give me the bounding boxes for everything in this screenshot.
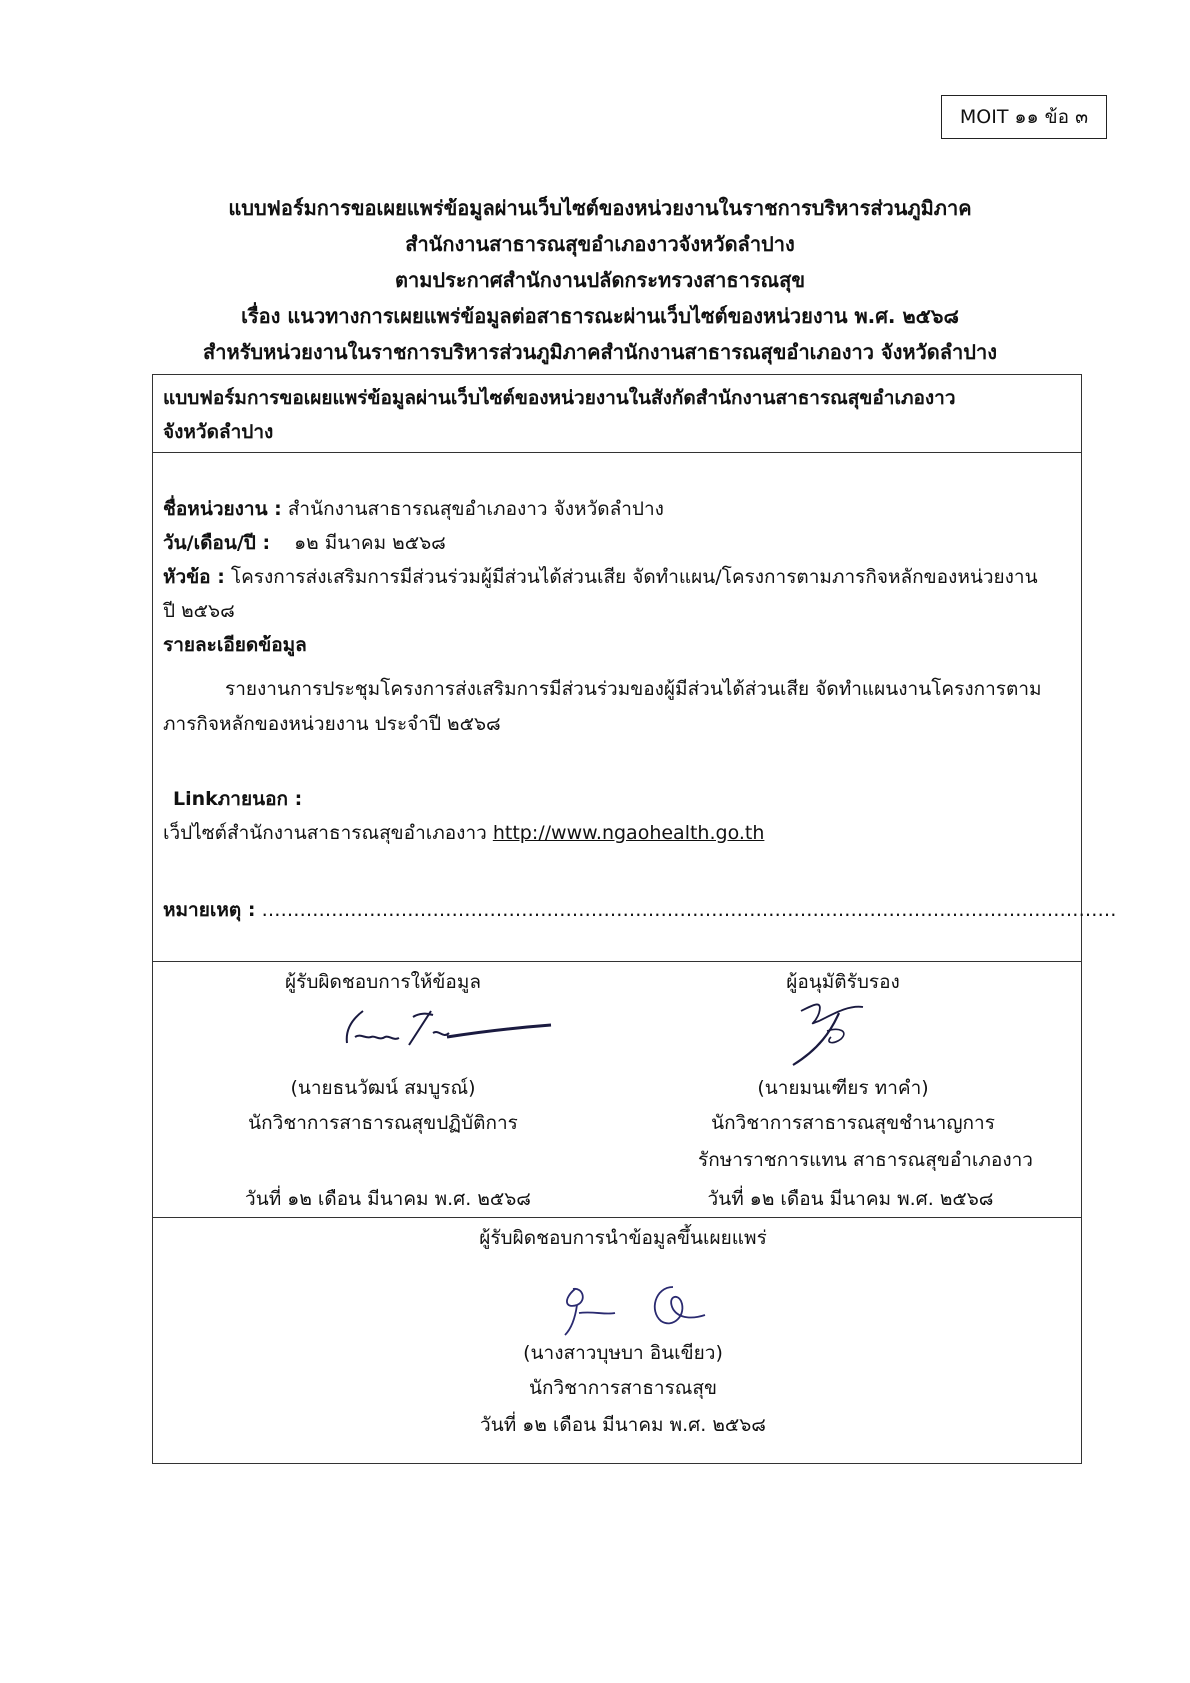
- heading-line-5: สำหรับหน่วยงานในราชการบริหารส่วนภูมิภาคสำนักงานสาธารณสุขอำเภองาว จังหวัดลำปาง: [203, 340, 997, 364]
- detail-label: รายละเอียดข้อมูล: [163, 634, 307, 656]
- bottom-signer-name: (นางสาวบุษบา อินเขียว): [523, 1342, 723, 1364]
- heading-line-3: ตามประกาศสำนักงานปลัดกระทรวงสาธารณสุข: [394, 268, 805, 292]
- link-prefix: เว็ปไซต์สำนักงานสาธารณสุขอำเภองาว: [163, 822, 487, 844]
- date-value: ๑๒ มีนาคม ๒๕๖๘: [294, 532, 446, 554]
- bottom-signer-role: ผู้รับผิดชอบการนำข้อมูลขึ้นเผยแพร่: [479, 1227, 767, 1249]
- bottom-sign-date: วันที่ ๑๒ เดือน มีนาคม พ.ศ. ๒๕๖๘: [480, 1414, 766, 1436]
- right-signer-position: นักวิชาการสาธารณสุขชำนาญการ: [711, 1112, 995, 1134]
- link-row: [163, 818, 764, 848]
- topic-value-line-1: โครงการส่งเสริมการมีส่วนร่วมผู้มีส่วนได้ส่วนเสีย จัดทำแผน/โครงการตามภารกิจหลักของหน่วยงาน: [230, 566, 1038, 588]
- right-signature-image: [779, 991, 889, 1071]
- divider-content: [153, 961, 1081, 962]
- bottom-signature-image: [553, 1275, 723, 1339]
- right-signer-acting: รักษาราชการแทน สาธารณสุขอำเภองาว: [698, 1149, 1033, 1171]
- detail-line-2: ภารกิจหลักของหน่วยงาน ประจำปี ๒๕๖๘: [163, 713, 501, 735]
- heading-line-1: แบบฟอร์มการขอเผยแพร่ข้อมูลผ่านเว็บไซต์ของหน่วยงานในราชการบริหารส่วนภูมิภาค: [228, 196, 972, 220]
- left-signer-position: นักวิชาการสาธารณสุขปฏิบัติการ: [248, 1112, 518, 1134]
- date-row: [163, 528, 446, 558]
- heading-line-4: เรื่อง แนวทางการเผยแพร่ข้อมูลต่อสาธารณะผ่านเว็บไซต์ของหน่วยงาน พ.ศ. ๒๕๖๘: [241, 304, 959, 328]
- left-signature-image: [335, 997, 560, 1057]
- note-label: หมายเหตุ :: [163, 899, 256, 921]
- reference-code: MOIT ๑๑ ข้อ ๓: [959, 106, 1089, 128]
- divider-signatures: [153, 1217, 1081, 1218]
- note-row: [163, 895, 1116, 925]
- agency-row: [163, 494, 664, 524]
- reference-code-box: [941, 95, 1107, 139]
- link-label: Linkภายนอก :: [173, 788, 303, 810]
- right-sign-date: วันที่ ๑๒ เดือน มีนาคม พ.ศ. ๒๕๖๘: [707, 1188, 994, 1210]
- heading-line-2: สำนักงานสาธารณสุขอำเภองาวจังหวัดลำปาง: [405, 232, 795, 256]
- topic-value-line-2: ปี ๒๕๖๘: [163, 600, 235, 622]
- left-sign-date: วันที่ ๑๒ เดือน มีนาคม พ.ศ. ๒๕๖๘: [245, 1188, 531, 1210]
- date-label: วัน/เดือน/ปี :: [163, 532, 271, 554]
- form-table: [152, 374, 1117, 1464]
- right-signer-name: (นายมนเฑียร ทาคำ): [757, 1077, 929, 1099]
- note-dots: ………………………………………………………………………………………………………………………: [261, 899, 1117, 921]
- bottom-signer-position: นักวิชาการสาธารณสุข: [528, 1377, 718, 1399]
- form-title-line-1: แบบฟอร์มการขอเผยแพร่ข้อมูลผ่านเว็บไซต์ของหน่วยงานในสังกัดสำนักงานสาธารณสุขอำเภองาว: [163, 387, 956, 409]
- right-signer-role: ผู้อนุมัติรับรอง: [786, 971, 900, 993]
- topic-row: [163, 562, 1038, 592]
- left-signer-role: ผู้รับผิดชอบการให้ข้อมูล: [285, 971, 481, 993]
- left-signer-name: (นายธนวัฒน์ สมบูรณ์): [290, 1077, 476, 1099]
- website-link[interactable]: http://www.ngaohealth.go.th: [492, 822, 765, 844]
- agency-value: สำนักงานสาธารณสุขอำเภองาว จังหวัดลำปาง: [287, 498, 664, 520]
- form-title-line-2: จังหวัดลำปาง: [163, 421, 274, 443]
- topic-label: หัวข้อ :: [163, 566, 225, 588]
- divider-title: [153, 452, 1081, 453]
- agency-label: ชื่อหน่วยงาน :: [163, 498, 282, 520]
- detail-line-1: รายงานการประชุมโครงการส่งเสริมการมีส่วนร่วมของผู้มีส่วนได้ส่วนเสีย จัดทำแผนงานโครงการตาม: [225, 678, 1042, 700]
